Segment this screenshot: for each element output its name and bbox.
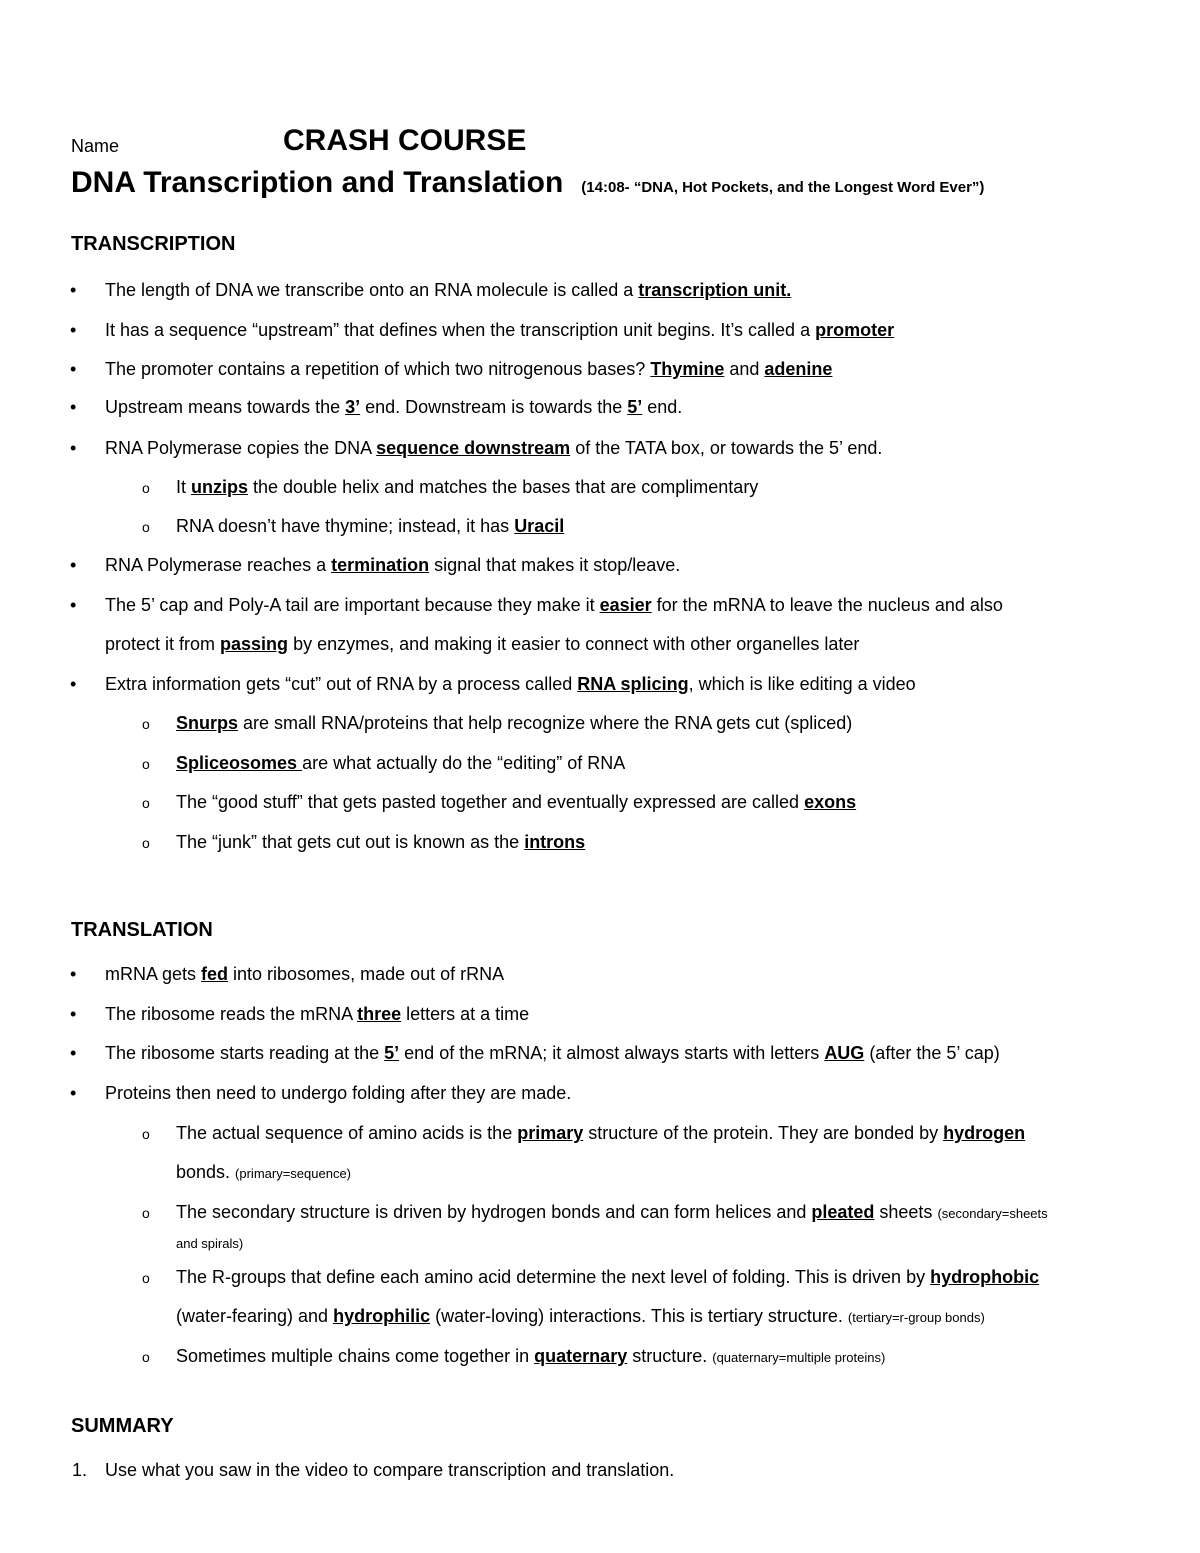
list-item: The length of DNA we transcribe onto an RNA molecule is called a transcription unit.: [105, 280, 792, 300]
sub-bullet-icon: o: [142, 1349, 150, 1365]
list-item-continuation: protect it from passing by enzymes, and making it easier to connect with other organelles later: [105, 634, 860, 654]
sub-bullet-icon: o: [142, 480, 150, 496]
sub-list-item: The “junk” that gets cut out is known as the introns: [176, 832, 586, 852]
sub-list-item: The secondary structure is driven by hydrogen bonds and can form helices and pleated sheets (secondary=sheets: [176, 1202, 1048, 1222]
sub-bullet-icon: o: [142, 835, 150, 851]
page-title: [71, 166, 984, 200]
sub-bullet-icon: o: [142, 1205, 150, 1221]
sub-list-item: It unzips the double helix and matches the bases that are complimentary: [176, 477, 759, 497]
summary-heading: SUMMARY: [71, 1415, 174, 1437]
course-title: CRASH COURSE: [283, 124, 527, 157]
list-item: Extra information gets “cut” out of RNA by a process called RNA splicing, which is like editing a video: [105, 674, 916, 694]
list-item: The 5’ cap and Poly-A tail are important because they make it easier for the mRNA to leave the nucleus and also: [105, 595, 1003, 615]
transcription-heading: TRANSCRIPTION: [71, 233, 236, 255]
bullet-icon: •: [70, 438, 77, 458]
sub-list-item: Spliceosomes are what actually do the “editing” of RNA: [176, 753, 626, 773]
sub-list-item: The “good stuff” that gets pasted together and eventually expressed are called exons: [176, 792, 857, 812]
bullet-icon: •: [70, 320, 77, 340]
bullet-icon: •: [70, 674, 77, 694]
bullet-icon: •: [70, 397, 77, 417]
list-item: The promoter contains a repetition of which two nitrogenous bases? Thymine and adenine: [105, 359, 833, 379]
sub-bullet-icon: o: [142, 756, 150, 772]
list-item: Upstream means towards the 3’ end. Downstream is towards the 5’ end.: [105, 397, 683, 417]
sub-list-item: The actual sequence of amino acids is the primary structure of the protein. They are bonded by hydrogen: [176, 1123, 1026, 1143]
sub-list-item: Snurps are small RNA/proteins that help recognize where the RNA gets cut (spliced): [176, 713, 853, 733]
bullet-icon: •: [70, 964, 77, 984]
bullet-icon: •: [70, 280, 77, 300]
translation-heading: TRANSLATION: [71, 919, 213, 941]
title-subtitle: (14:08- “DNA, Hot Pockets, and the Longest Word Ever”): [581, 179, 985, 196]
sub-bullet-icon: o: [142, 716, 150, 732]
sub-bullet-icon: o: [142, 1126, 150, 1142]
name-label: Name: [71, 136, 120, 156]
bullet-icon: •: [70, 1043, 77, 1063]
list-item: The ribosome starts reading at the 5’ end of the mRNA; it almost always starts with letters AUG (after the 5’ cap): [105, 1043, 1000, 1063]
list-item: It has a sequence “upstream” that defines when the transcription unit begins. It’s called a promoter: [105, 320, 895, 340]
sub-list-item-continuation: (water-fearing) and hydrophilic (water-loving) interactions. This is tertiary structure. (tertiary=r-group bonds): [176, 1306, 985, 1326]
list-item: RNA Polymerase reaches a termination signal that makes it stop/leave.: [105, 555, 681, 575]
question-number: 1.: [72, 1460, 88, 1480]
sub-bullet-icon: o: [142, 795, 150, 811]
bullet-icon: •: [70, 1004, 77, 1024]
sub-list-item-continuation: bonds. (primary=sequence): [176, 1162, 352, 1182]
bullet-icon: •: [70, 359, 77, 379]
list-item: The ribosome reads the mRNA three letters at a time: [105, 1004, 530, 1024]
list-item: mRNA gets fed into ribosomes, made out of rRNA: [105, 964, 505, 984]
bullet-icon: •: [70, 1083, 77, 1103]
sub-bullet-icon: o: [142, 1270, 150, 1286]
bullet-icon: •: [70, 555, 77, 575]
title-main: DNA Transcription and Translation: [71, 166, 564, 199]
list-item: Proteins then need to undergo folding after they are made.: [105, 1083, 572, 1103]
summary-question: Use what you saw in the video to compare transcription and translation.: [105, 1460, 675, 1480]
sub-list-item: RNA doesn’t have thymine; instead, it has Uracil: [176, 516, 565, 536]
sub-list-item-continuation: and spirals): [176, 1236, 244, 1251]
bullet-icon: •: [70, 595, 77, 615]
sub-bullet-icon: o: [142, 519, 150, 535]
sub-list-item: Sometimes multiple chains come together in quaternary structure. (quaternary=multiple proteins): [176, 1346, 886, 1366]
sub-list-item: The R-groups that define each amino acid determine the next level of folding. This is driven by hydrophobic: [176, 1267, 1040, 1287]
list-item: RNA Polymerase copies the DNA sequence downstream of the TATA box, or towards the 5’ end.: [105, 438, 883, 458]
